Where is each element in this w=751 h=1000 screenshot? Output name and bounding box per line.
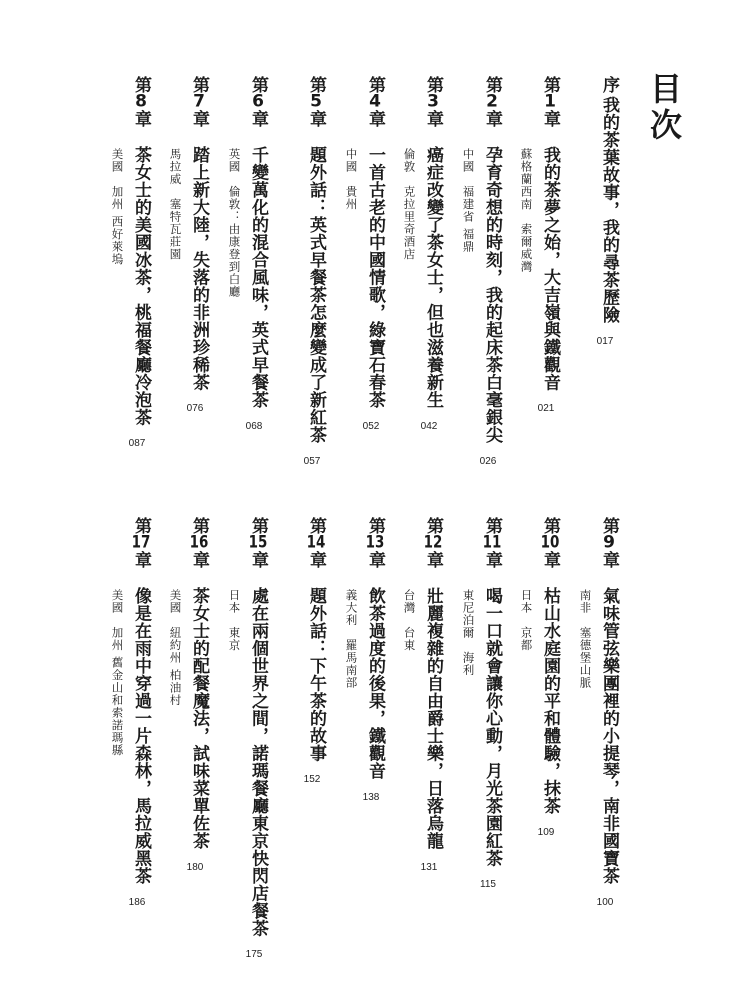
chapter-label [424, 76, 441, 127]
chapter-suffix: 章 [131, 110, 151, 127]
chapter-title[interactable]: 癌症改變了茶女士，但也滋養新生 [423, 146, 443, 409]
toc-entry[interactable] [400, 517, 450, 957]
chapter-suffix: 章 [540, 110, 560, 127]
page-number: 076 [186, 403, 204, 414]
toc-entry[interactable] [166, 76, 216, 516]
chapter-label [541, 517, 558, 568]
chapter-title[interactable]: 茶女士的配餐魔法，試味菜單佐茶 [189, 587, 209, 850]
chapter-label [366, 517, 383, 568]
chapter-prefix: 第 [189, 76, 209, 93]
chapter-suffix: 章 [482, 110, 502, 127]
chapter-label [424, 517, 441, 568]
chapter-title[interactable]: 枯山水庭園的平和體驗，抹茶 [540, 587, 560, 815]
toc-entry[interactable] [576, 517, 626, 957]
chapter-prefix: 第 [131, 517, 151, 534]
chapter-prefix: 第 [540, 76, 560, 93]
toc-entry[interactable] [517, 76, 567, 516]
chapter-suffix: 章 [540, 551, 560, 568]
chapter-number: 10 [540, 534, 560, 551]
chapter-suffix: 章 [365, 110, 385, 127]
chapter-suffix: 章 [482, 551, 502, 568]
chapter-number: 1 [544, 93, 556, 110]
chapter-number: 17 [131, 534, 151, 551]
chapter-title[interactable]: 踏上新大陸，失落的非洲珍稀茶 [189, 146, 209, 391]
chapter-label [190, 76, 207, 127]
chapter-number: 13 [365, 534, 385, 551]
chapter-number: 11 [482, 534, 502, 551]
chapter-location: 美國 加州 舊金山和索諾瑪縣 [110, 589, 125, 757]
page-number: 180 [186, 861, 204, 873]
page-number: 026 [479, 455, 497, 467]
toc-entry[interactable] [400, 76, 450, 516]
chapter-number: 6 [252, 93, 264, 110]
chapter-number: 16 [189, 534, 209, 551]
chapter-number: 9 [603, 534, 615, 551]
chapter-suffix: 章 [306, 110, 326, 127]
chapter-location: 中國 福建省 福鼎 [461, 148, 476, 253]
page-number: 186 [128, 896, 146, 908]
chapter-location: 中國 貴州 [344, 148, 359, 211]
chapter-number: 12 [423, 534, 443, 551]
page-number: 052 [362, 420, 380, 432]
toc-entry[interactable] [576, 76, 626, 516]
chapter-prefix: 第 [306, 517, 326, 534]
page-number: 017 [596, 335, 614, 347]
chapter-number: 3 [427, 93, 439, 110]
page-number: 068 [245, 420, 263, 432]
toc-entry[interactable] [342, 76, 392, 516]
chapter-prefix: 第 [423, 76, 443, 93]
chapter-title[interactable]: 我的茶葉故事，我的尋茶歷險 [599, 96, 619, 324]
toc-entry[interactable] [108, 76, 158, 516]
page-number: 175 [245, 949, 263, 960]
chapter-prefix: 第 [482, 76, 502, 93]
chapter-suffix: 章 [248, 110, 268, 127]
chapter-title[interactable]: 茶女士的美國冰茶，桃福餐廳冷泡茶 [131, 146, 151, 426]
chapter-prefix: 第 [540, 517, 560, 534]
chapter-title[interactable]: 處在兩個世界之間，諾瑪餐廳東京快閃店餐茶 [248, 587, 268, 937]
toc-entry[interactable] [459, 76, 509, 516]
chapter-title[interactable]: 一首古老的中國情歌，綠寶石春茶 [365, 146, 385, 409]
chapter-location: 東尼泊爾 海利 [461, 589, 476, 677]
chapter-suffix: 章 [248, 551, 268, 568]
toc-entry[interactable] [225, 76, 275, 516]
toc-heading: 目次 [645, 72, 683, 144]
chapter-label [600, 76, 617, 93]
chapter-location: 英國 倫敦：由康登到白廳 [227, 148, 242, 298]
page-number: 109 [537, 826, 555, 838]
chapter-number: 14 [306, 534, 326, 551]
chapter-prefix: 第 [482, 517, 502, 534]
chapter-title[interactable]: 氣味管弦樂團裡的小提琴，南非國寶茶 [599, 587, 619, 885]
chapter-location: 台灣 台東 [402, 589, 417, 652]
chapter-location: 美國 加州 西好萊塢 [110, 148, 125, 266]
chapter-number: 15 [248, 534, 268, 551]
chapter-prefix: 第 [248, 76, 268, 93]
chapter-location: 日本 京都 [519, 589, 534, 652]
chapter-prefix: 第 [189, 517, 209, 534]
chapter-location: 倫敦 克拉里奇酒店 [402, 148, 417, 261]
chapter-suffix: 章 [189, 110, 209, 127]
chapter-location: 蘇格蘭西南 索爾威灣 [519, 148, 534, 273]
toc-entry[interactable] [459, 517, 509, 957]
chapter-label [483, 517, 500, 568]
chapter-title[interactable]: 我的茶夢之始，大吉嶺與鐵觀音 [540, 146, 560, 391]
chapter-prefix: 第 [306, 76, 326, 93]
chapter-prefix: 第 [248, 517, 268, 534]
chapter-number: 4 [369, 93, 381, 110]
page-number: 115 [480, 879, 496, 890]
chapter-suffix: 章 [306, 551, 326, 568]
chapter-prefix: 第 [365, 517, 385, 534]
chapter-prefix: 序 [599, 76, 619, 93]
page-number: 138 [362, 791, 380, 803]
chapter-title[interactable]: 題外話：英式早餐茶怎麼變成了新紅茶 [306, 146, 326, 444]
chapter-number: 8 [135, 93, 147, 110]
chapter-title[interactable]: 題外話：下午茶的故事 [306, 587, 326, 762]
chapter-label [190, 517, 207, 568]
page-number: 087 [128, 438, 146, 449]
toc-entry[interactable] [283, 517, 333, 957]
chapter-number: 7 [193, 93, 205, 110]
chapter-title[interactable]: 孕育奇想的時刻，我的起床茶白毫銀尖 [482, 146, 502, 444]
chapter-title[interactable]: 喝一口就會讓你心動，月光茶園紅茶 [482, 587, 502, 867]
chapter-number: 5 [310, 93, 322, 110]
chapter-suffix: 章 [599, 551, 619, 568]
chapter-label [366, 76, 383, 127]
chapter-title[interactable]: 千變萬化的混合風味，英式早餐茶 [248, 146, 268, 409]
chapter-suffix: 章 [189, 551, 209, 568]
page-number: 152 [303, 774, 321, 785]
chapter-label [483, 76, 500, 127]
chapter-label [541, 76, 558, 127]
toc-entry[interactable] [108, 517, 158, 957]
chapter-label [249, 76, 266, 127]
chapter-prefix: 第 [365, 76, 385, 93]
chapter-prefix: 第 [423, 517, 443, 534]
toc-entry[interactable] [225, 517, 275, 960]
chapter-location: 日本 東京 [227, 589, 242, 652]
chapter-label [307, 76, 324, 127]
chapter-title[interactable]: 壯麗複雜的自由爵士樂，日落烏龍 [423, 587, 443, 850]
page-number: 100 [596, 896, 614, 908]
chapter-suffix: 章 [365, 551, 385, 568]
toc-entry[interactable] [166, 517, 216, 957]
chapter-location: 美國 紐約州 柏油村 [168, 589, 183, 707]
chapter-location: 南非 塞德堡山脈 [578, 589, 593, 689]
chapter-label [600, 517, 617, 568]
toc-entry[interactable] [517, 517, 567, 957]
toc-entry[interactable] [283, 76, 333, 516]
chapter-title[interactable]: 飲茶過度的後果，鐵觀音 [365, 587, 385, 780]
chapter-suffix: 章 [423, 551, 443, 568]
chapter-location: 義大利 羅馬南部 [344, 589, 359, 689]
chapter-prefix: 第 [599, 517, 619, 534]
page-number: 042 [420, 420, 438, 432]
page-number: 131 [420, 861, 438, 873]
chapter-location: 馬拉威 塞特瓦莊園 [168, 148, 183, 261]
chapter-number: 2 [486, 93, 498, 110]
page-number: 057 [303, 455, 321, 467]
chapter-label [249, 517, 266, 568]
chapter-prefix: 第 [131, 76, 151, 93]
chapter-suffix: 章 [131, 551, 151, 568]
chapter-title[interactable]: 像是在雨中穿過一片森林，馬拉威黑茶 [131, 587, 151, 885]
chapter-suffix: 章 [423, 110, 443, 127]
toc-entry[interactable] [342, 517, 392, 957]
page-number: 021 [537, 403, 555, 414]
chapter-label [132, 517, 149, 568]
chapter-label [132, 76, 149, 127]
chapter-label [307, 517, 324, 568]
